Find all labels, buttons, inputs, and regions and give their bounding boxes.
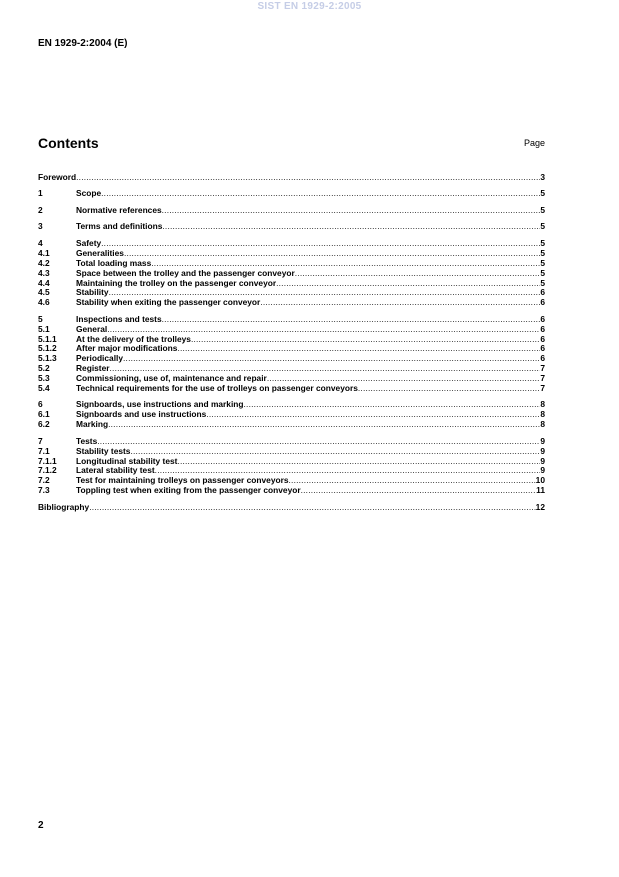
toc-entry-page: 12 bbox=[535, 501, 545, 512]
toc-entry-number: 4.1 bbox=[38, 247, 50, 258]
toc-entry-page: 8 bbox=[540, 419, 545, 430]
toc-entry-number: 3 bbox=[38, 221, 43, 232]
toc-entry-title: Scope bbox=[76, 188, 102, 199]
toc-entry-number: 5.1.1 bbox=[38, 333, 57, 344]
toc-entry-page: 6 bbox=[540, 297, 545, 308]
toc-dot-leader bbox=[123, 354, 540, 364]
toc-entry-number: 4.4 bbox=[38, 277, 50, 288]
toc-entry-page: 9 bbox=[540, 465, 545, 476]
toc-entry-title: Technical requirements for the use of trolleys on passenger conveyors bbox=[76, 383, 358, 393]
toc-entry-page: 11 bbox=[536, 485, 545, 496]
toc-entry-title: After major modifications bbox=[76, 343, 178, 354]
toc-entry-title: Longitudinal stability test bbox=[76, 455, 178, 466]
toc-entry-title: Bibliography bbox=[38, 501, 90, 512]
toc-entry-number: 4.2 bbox=[38, 257, 50, 268]
toc-dot-leader bbox=[206, 410, 540, 420]
toc-entry-page: 9 bbox=[540, 435, 545, 446]
toc-entry[interactable] bbox=[38, 410, 545, 420]
toc-entry-page: 6 bbox=[540, 287, 545, 298]
toc-entry-title: Terms and definitions bbox=[76, 221, 163, 232]
toc-entry-title: Inspections and tests bbox=[76, 313, 162, 324]
toc-entry-number: 5 bbox=[38, 313, 43, 324]
toc-entry-page: 5 bbox=[540, 257, 545, 268]
toc-dot-leader bbox=[301, 486, 537, 496]
toc-entry-number: 7.1.1 bbox=[38, 455, 57, 466]
toc-entry[interactable] bbox=[38, 189, 545, 199]
toc-entry-title: Toppling test when exiting from the passenger conveyor bbox=[76, 485, 301, 496]
toc-dot-leader bbox=[177, 457, 540, 467]
toc-entry[interactable] bbox=[38, 279, 545, 289]
toc-entry-title: Tests bbox=[76, 435, 98, 446]
toc-entry[interactable] bbox=[38, 298, 545, 308]
toc-entry-title: Safety bbox=[76, 237, 102, 248]
page-title: Contents bbox=[38, 135, 99, 151]
toc-entry-page: 6 bbox=[540, 333, 545, 344]
toc-dot-leader bbox=[97, 437, 540, 447]
toc-dot-leader bbox=[101, 189, 540, 199]
toc-entry-title: Stability when exiting the passenger conveyor bbox=[76, 297, 261, 308]
toc-entry-page: 6 bbox=[540, 343, 545, 354]
toc-entry-title: Commissioning, use of, maintenance and repair bbox=[76, 373, 267, 384]
toc-entry-title: Signboards, use instructions and marking bbox=[76, 399, 244, 410]
toc-dot-leader bbox=[276, 279, 540, 289]
toc-entry-number: 1 bbox=[38, 188, 43, 199]
toc-entry-page: 5 bbox=[540, 247, 545, 258]
toc-entry-number: 5.1.2 bbox=[38, 343, 57, 354]
toc-entry-title: Total loading mass bbox=[76, 257, 152, 268]
toc-entry-page: 8 bbox=[540, 409, 545, 420]
document-watermark: SIST EN 1929-2:2005 bbox=[257, 1, 362, 12]
toc-dot-leader bbox=[101, 239, 540, 249]
toc-entry-page: 5 bbox=[540, 277, 545, 288]
page-column-label: Page bbox=[523, 138, 545, 148]
toc-entry[interactable] bbox=[38, 384, 545, 394]
toc-dot-leader bbox=[162, 222, 540, 232]
toc-entry-title: Marking bbox=[76, 419, 109, 430]
toc-entry-number: 7.2 bbox=[38, 475, 50, 486]
footer-page-number: 2 bbox=[38, 820, 44, 831]
toc-entry-page: 5 bbox=[540, 188, 545, 199]
toc-entry[interactable] bbox=[38, 206, 545, 216]
standard-identifier: EN 1929-2:2004 (E) bbox=[38, 38, 128, 49]
toc-entry-page: 5 bbox=[540, 221, 545, 232]
toc-entry-page: 3 bbox=[540, 172, 545, 182]
toc-entry-title: Normative references bbox=[76, 204, 162, 215]
toc-entry[interactable] bbox=[38, 420, 545, 430]
toc-dot-leader bbox=[76, 173, 540, 183]
toc-entry-number: 6.1 bbox=[38, 409, 50, 420]
toc-entry-page: 9 bbox=[540, 445, 545, 456]
toc-entry-number: 5.4 bbox=[38, 383, 50, 393]
toc-dot-leader bbox=[289, 476, 536, 486]
toc-dot-leader bbox=[162, 315, 541, 325]
toc-entry-title: Stability bbox=[76, 287, 109, 298]
toc-entry-number: 5.1.3 bbox=[38, 353, 57, 364]
toc-entry-title: Register bbox=[76, 363, 110, 374]
toc-dot-leader bbox=[162, 206, 541, 216]
toc-dot-leader bbox=[191, 335, 540, 345]
toc-entry[interactable] bbox=[38, 354, 545, 364]
toc-entry-page: 6 bbox=[540, 323, 545, 334]
toc-entry-page: 7 bbox=[540, 363, 545, 374]
toc-entry[interactable] bbox=[38, 173, 545, 183]
toc-entry-title: Lateral stability test bbox=[76, 465, 155, 476]
toc-dot-leader bbox=[108, 420, 540, 430]
toc-entry-number: 5.2 bbox=[38, 363, 50, 374]
toc-entry-number: 7.1 bbox=[38, 445, 50, 456]
toc-dot-leader bbox=[89, 503, 535, 513]
toc-entry-number: 4.3 bbox=[38, 267, 50, 278]
toc-entry-page: 6 bbox=[540, 353, 545, 364]
toc-dot-leader bbox=[244, 400, 541, 410]
toc-entry-number: 4 bbox=[38, 237, 43, 248]
toc-entry-page: 5 bbox=[540, 267, 545, 278]
toc-entry[interactable] bbox=[38, 486, 545, 496]
toc-entry-number: 6.2 bbox=[38, 419, 50, 430]
toc-entry-page: 7 bbox=[540, 373, 545, 384]
toc-dot-leader bbox=[260, 298, 540, 308]
toc-entry-number: 4.6 bbox=[38, 297, 50, 308]
table-of-contents bbox=[38, 173, 545, 513]
toc-entry[interactable] bbox=[38, 315, 545, 325]
toc-entry-number: 6 bbox=[38, 399, 43, 410]
toc-entry-title: Signboards and use instructions bbox=[76, 409, 207, 420]
toc-dot-leader bbox=[177, 344, 540, 354]
toc-entry-page: 5 bbox=[540, 237, 545, 248]
toc-dot-leader bbox=[358, 384, 540, 394]
toc-entry-title: At the delivery of the trolleys bbox=[76, 333, 191, 344]
toc-entry-page: 10 bbox=[535, 475, 545, 486]
toc-entry-title: Test for maintaining trolleys on passenger conveyors bbox=[76, 475, 289, 486]
toc-entry-number: 7.1.2 bbox=[38, 465, 57, 476]
toc-entry-title: Foreword bbox=[38, 172, 77, 182]
toc-entry-page: 5 bbox=[540, 204, 545, 215]
toc-entry-page: 8 bbox=[540, 399, 545, 410]
toc-entry[interactable] bbox=[38, 503, 545, 513]
toc-entry-title: General bbox=[76, 323, 108, 334]
toc-entry-number: 5.3 bbox=[38, 373, 50, 384]
toc-entry-number: 2 bbox=[38, 204, 43, 215]
toc-dot-leader bbox=[295, 269, 541, 279]
toc-dot-leader bbox=[124, 249, 540, 259]
toc-entry-number: 7.3 bbox=[38, 485, 50, 496]
toc-entry-page: 9 bbox=[540, 455, 545, 466]
toc-entry-page: 7 bbox=[540, 383, 545, 393]
toc-entry-number: 5.1 bbox=[38, 323, 50, 334]
toc-entry[interactable] bbox=[38, 222, 545, 232]
toc-entry-number: 4.5 bbox=[38, 287, 50, 298]
toc-entry-page: 6 bbox=[540, 313, 545, 324]
toc-entry-title: Periodically bbox=[76, 353, 124, 364]
toc-entry-number: 7 bbox=[38, 435, 43, 446]
toc-entry-title: Stability tests bbox=[76, 445, 131, 456]
toc-entry-title: Maintaining the trolley on the passenger conveyor bbox=[76, 277, 277, 288]
toc-dot-leader bbox=[130, 447, 540, 457]
toc-entry-title: Generalities bbox=[76, 247, 124, 258]
toc-entry-title: Space between the trolley and the passenger conveyor bbox=[76, 267, 295, 278]
